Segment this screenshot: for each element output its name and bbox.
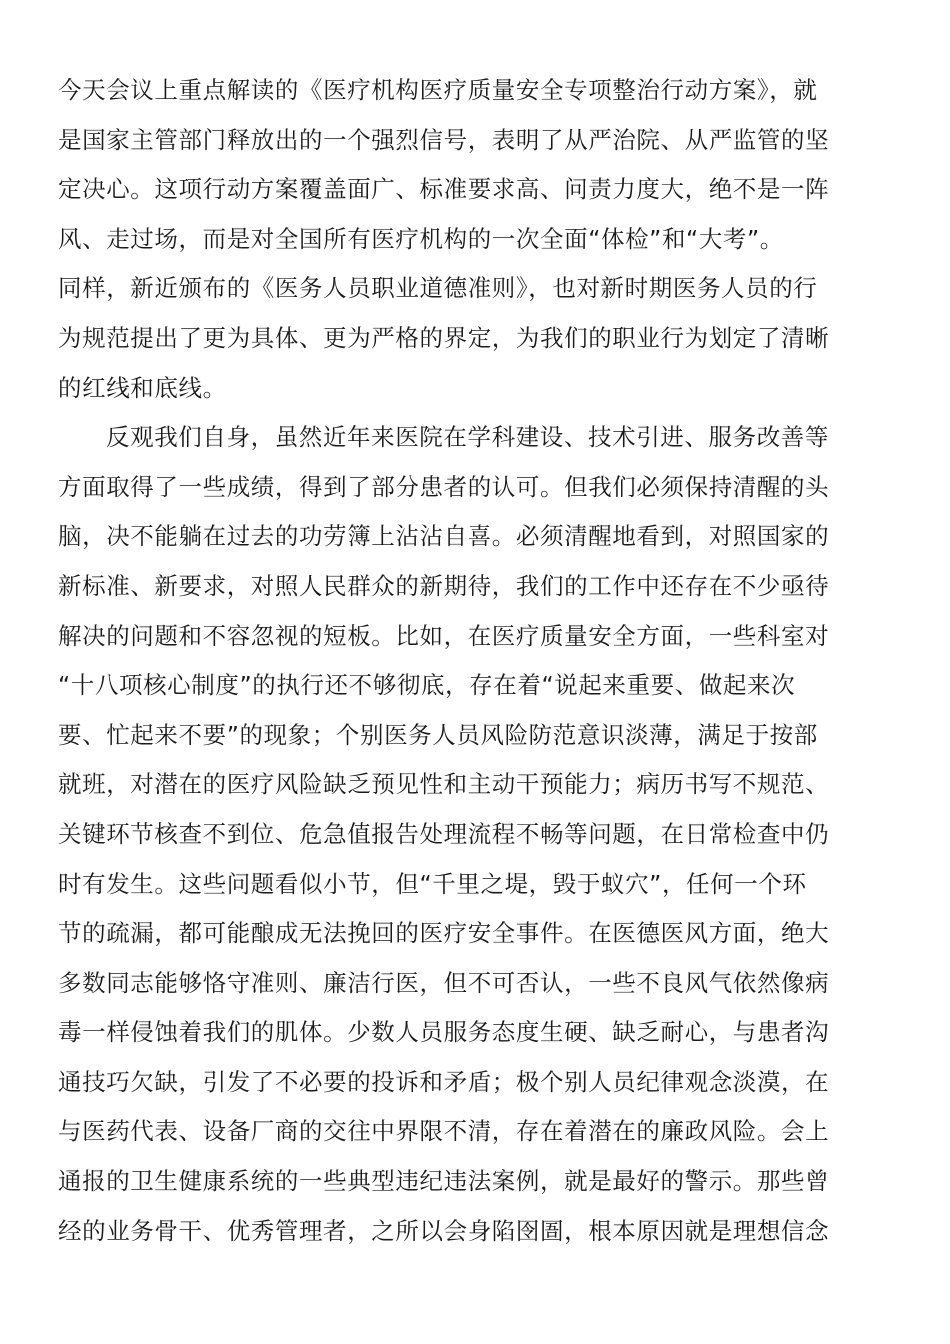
text-line: 为规范提出了更为具体、更为严格的界定，为我们的职业行为划定了清晰 [58,323,830,352]
text-line: 就班，对潜在的医疗风险缺乏预见性和主动干预能力；病历书写不规范、 [58,770,830,799]
text-line: 要、忙起来不要”的现象；个别医务人员风险防范意识淡薄，满足于按部 [58,720,818,749]
text-line: 通报的卫生健康系统的一些典型违纪违法案例，就是最好的警示。那些曾 [58,1167,830,1196]
text-line: 方面取得了一些成绩，得到了部分患者的认可。但我们必须保持清醒的头 [58,472,830,501]
text-line: 经的业务骨干、优秀管理者，之所以会身陷囹圄，根本原因就是理想信念 [58,1216,830,1245]
text-line: 时有发生。这些问题看似小节，但“千里之堤，毁于蚁穴”，任何一个环 [58,869,807,898]
text-line: 定决心。这项行动方案覆盖面广、标准要求高、问责力度大，绝不是一阵 [58,175,830,204]
text-line: 同样，新近颁布的《医务人员职业道德准则》，也对新时期医务人员的行 [58,274,818,303]
text-line: 节的疏漏，都可能酿成无法挽回的医疗安全事件。在医德医风方面，绝大 [58,919,830,948]
text-line: 毒一样侵蚀着我们的肌体。少数人员服务态度生硬、缺乏耐心，与患者沟 [58,1018,830,1047]
text-line: 风、走过场，而是对全国所有医疗机构的一次全面“体检”和“大考”。 [58,224,784,253]
text-line: 新标准、新要求，对照人民群众的新期待，我们的工作中还存在不少亟待 [58,571,830,600]
text-line: 今天会议上重点解读的《医疗机构医疗质量安全专项整治行动方案》，就 [58,76,818,104]
text-line: 是国家主管部门释放出的一个强烈信号，表明了从严治院、从严监管的坚 [58,125,830,154]
text-line: “十八项核心制度”的执行还不够彻底，存在着“说起来重要、做起来次 [58,671,796,700]
text-line: 解决的问题和不容忽视的短板。比如，在医疗质量安全方面，一些科室对 [58,621,830,650]
text-line: 脑，决不能躺在过去的功劳簿上沾沾自喜。必须清醒地看到，对照国家的 [58,522,830,551]
text-line: 的红线和底线。 [58,373,227,402]
text-line: 与医药代表、设备厂商的交往中界限不清，存在着潜在的廉政风险。会上 [58,1117,830,1146]
text-line: 通技巧欠缺，引发了不必要的投诉和矛盾；极个别人员纪律观念淡漠，在 [58,1067,830,1096]
text-line: 多数同志能够恪守准则、廉洁行医，但不可否认，一些不良风气依然像病 [58,968,830,997]
text-line: 关键环节核查不到位、危急值报告处理流程不畅等问题，在日常检查中仍 [58,819,830,848]
paragraph-start-line: 反观我们自身，虽然近年来医院在学科建设、技术引进、服务改善等 [106,423,829,452]
body-text [58,66,888,1256]
